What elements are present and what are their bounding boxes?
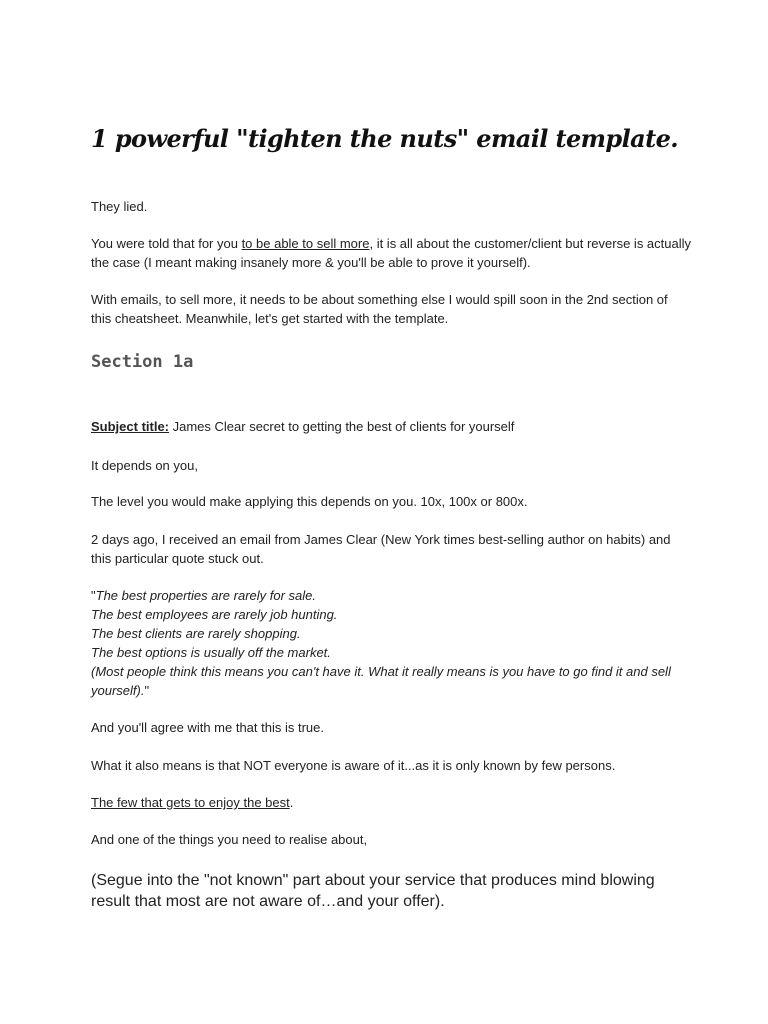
body-also-means: What it also means is that NOT everyone is aware of it...as it is only known by few persons. (91, 758, 616, 773)
body-agree: And you'll agree with me that this is true. (91, 720, 324, 735)
body-two-days: 2 days ago, I received an email from James Clear (New York times best-selling author on habits) and this particular quote stuck out. (91, 532, 671, 566)
quote-line: The best employees are rarely job hunting. (91, 607, 338, 622)
quote-line: The best properties are rarely for sale. (95, 588, 317, 603)
body-one-thing: And one of the things you need to realise about, (91, 832, 368, 847)
document-title: 1 powerful "tighten the nuts" email template. (91, 124, 678, 153)
intro-paragraph-emails: With emails, to sell more, it needs to be about something else I would spill soon in the 2nd section of this cheatsheet. Meanwhile, let's get started with the template. (91, 292, 668, 326)
subject-line (91, 417, 691, 436)
intro-text-before-link: You were told that for you (91, 236, 242, 251)
subject-label: Subject title: (91, 419, 170, 434)
quote-close-mark: " (144, 683, 150, 698)
section-heading: Section 1a (91, 352, 194, 372)
sell-more-link[interactable]: to be able to sell more (241, 236, 370, 251)
quote-line: The best clients are rarely shopping. (91, 626, 301, 641)
james-clear-quote (91, 586, 691, 700)
body-level: The level you would make applying this depends on you. 10x, 100x or 800x. (91, 494, 528, 509)
quote-line: (Most people think this means you can't have it. What it really means is you have to go find it and sell yourself). (91, 664, 671, 698)
few-enjoy-period: . (289, 795, 294, 810)
quote-line: The best options is usually off the market. (91, 645, 331, 660)
intro-text-after-link: , it is all about the customer/client but reverse is actually the case (I meant making insanely more & you'll be able to prove it yourself). (91, 236, 692, 270)
few-enjoy-link[interactable]: The few that gets to enjoy the best (91, 795, 290, 810)
subject-text: James Clear secret to getting the best of clients for yourself (169, 419, 515, 434)
segue-instruction: (Segue into the "not known" part about your service that produces mind blowing result that most are not aware of…and your offer). (91, 872, 655, 910)
intro-they-lied: They lied. (91, 199, 148, 214)
quote-open-mark: " (91, 588, 96, 603)
body-few-enjoy (91, 793, 691, 812)
body-depends: It depends on you, (91, 458, 198, 473)
intro-paragraph-sell-more (91, 234, 691, 272)
